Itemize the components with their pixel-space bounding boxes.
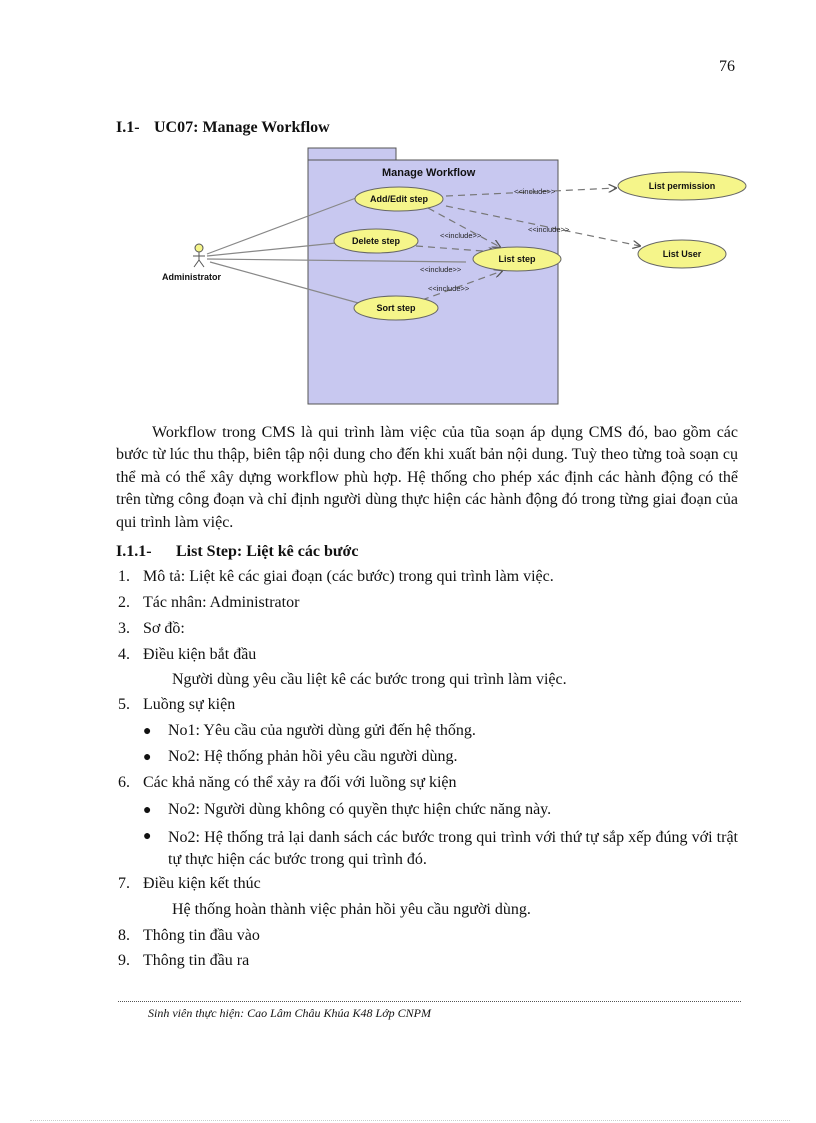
use-case-list-permission-label: List permission xyxy=(648,181,716,191)
list-item-precondition: Điều kiện bắt đầu xyxy=(143,646,257,663)
bullet-icon: ● xyxy=(143,724,152,739)
use-case-diagram xyxy=(150,146,760,406)
include-label: <<include>> xyxy=(528,225,570,234)
package-title: Manage Workflow xyxy=(382,167,476,179)
list-number: 5. xyxy=(118,696,130,713)
include-label: <<include>> xyxy=(420,265,462,274)
include-label: <<include>> xyxy=(440,231,482,240)
list-item-diagram: Sơ đồ: xyxy=(143,620,185,637)
page-bottom-rule xyxy=(30,1120,790,1121)
list-item-postcondition: Điều kiện kết thúc xyxy=(143,875,261,892)
section-number: I.1- xyxy=(116,119,140,136)
package-tab xyxy=(308,148,396,160)
subsection-heading xyxy=(116,543,358,561)
list-item-input: Thông tin đầu vào xyxy=(143,927,260,944)
use-case-list-step-label: List step xyxy=(498,254,536,264)
subsection-title: List Step: Liệt kê các bước xyxy=(176,543,359,560)
footer-rule xyxy=(118,1001,741,1002)
page-number: 76 xyxy=(719,58,735,75)
list-item-description: Mô tả: Liệt kê các giai đoạn (các bước) trong qui trình làm việc. xyxy=(143,568,554,585)
list-number: 1. xyxy=(118,568,130,585)
list-number: 2. xyxy=(118,594,130,611)
use-case-sort-label: Sort step xyxy=(376,303,416,313)
list-item-actor: Tác nhân: Administrator xyxy=(143,594,300,611)
list-number: 4. xyxy=(118,646,130,663)
subsection-number: I.1.1- xyxy=(116,543,152,560)
include-label: <<include>> xyxy=(514,187,556,196)
list-item-output: Thông tin đầu ra xyxy=(143,952,250,969)
alternative-step: No2: Hệ thống trả lại danh sách các bước trong qui trình với thứ tự sắp xếp đúng với trật tự thực hiện các bước trong qui trình đó. xyxy=(168,829,738,868)
alternative-step: No2: Người dùng không có quyền thực hiện chức năng này. xyxy=(168,801,552,818)
list-number: 8. xyxy=(118,927,130,944)
footer-text: Sinh viên thực hiện: Cao Lâm Châu Khúa K48 Lớp CNPM xyxy=(148,1006,431,1020)
section-title: UC07: Manage Workflow xyxy=(154,119,330,136)
list-number: 7. xyxy=(118,875,130,892)
bullet-icon: ● xyxy=(143,750,152,765)
section-heading xyxy=(116,119,330,137)
list-item-event-flow: Luồng sự kiện xyxy=(143,696,236,713)
use-case-add-edit-label: Add/Edit step xyxy=(370,194,428,204)
bullet-icon: ● xyxy=(143,803,152,818)
actor-label: Administrator xyxy=(162,272,222,282)
list-number: 6. xyxy=(118,774,130,791)
list-number: 3. xyxy=(118,620,130,637)
list-item-alternatives: Các khả năng có thể xảy ra đối với luồng sự kiện xyxy=(143,774,457,791)
intro-paragraph: Workflow trong CMS là qui trình làm việc của tũa soạn áp dụng CMS đó, bao gồm các bước từ lúc thu thập, biên tập nội dung cho đến khi xuất bản nội dung. Tuỳ theo từng toà soạn cụ thể mà có thể xây dựng workflow phù hợp. Hệ thống cho phép xác định các hành động có thể trên từng công đoạn và chỉ định người dùng thực hiện các hành động đó trong từng giai đoạn của qui trình làm việc. xyxy=(116,424,738,531)
event-flow-step: No1: Yêu cầu của người dùng gửi đến hệ thống. xyxy=(168,722,476,739)
event-flow-step: No2: Hệ thống phản hồi yêu cầu người dùng. xyxy=(168,748,458,765)
actor-administrator xyxy=(193,244,205,267)
bullet-icon: ● xyxy=(143,829,152,844)
use-case-list-user-label: List User xyxy=(662,249,702,259)
precondition-detail: Người dùng yêu cầu liệt kê các bước trong qui trình làm việc. xyxy=(172,671,567,688)
use-case-delete-label: Delete step xyxy=(351,236,401,246)
postcondition-detail: Hệ thống hoàn thành việc phản hồi yêu cầu người dùng. xyxy=(172,901,531,918)
list-number: 9. xyxy=(118,952,130,969)
include-label: <<include>> xyxy=(428,284,470,293)
